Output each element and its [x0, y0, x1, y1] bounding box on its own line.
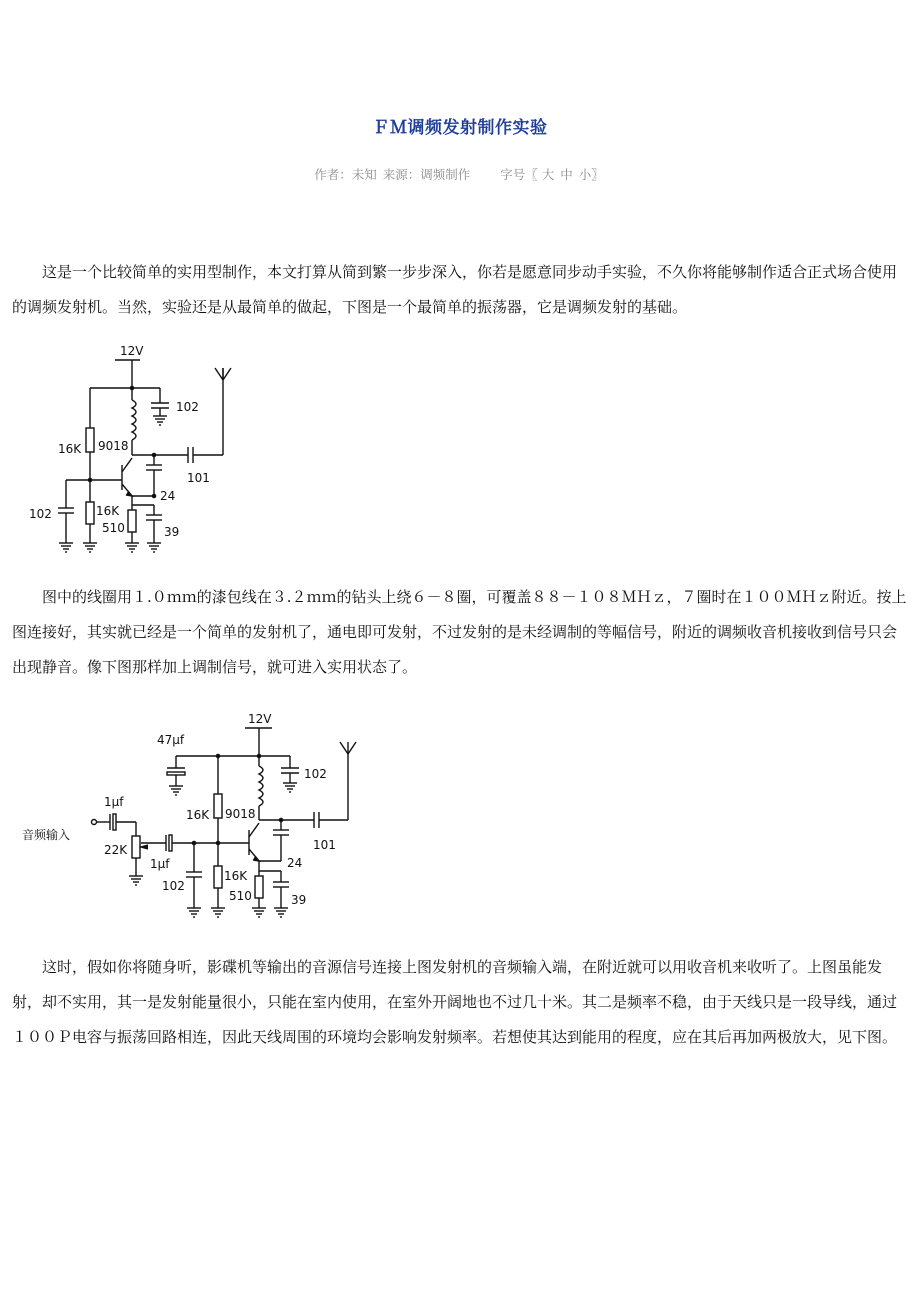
- r-bias-bottom-label: 16K: [96, 504, 120, 518]
- c-antenna-label: 101: [313, 838, 336, 852]
- paragraph-coil: 图中的线圈用１.０ｍｍ的漆包线在３.２ｍｍ的钻头上绕６－８圈，可覆盖８８－１０８ＭＨｚ，７圈时在１００ＭＨｚ附近。按上图连接好，其实就已经是一个简单的发射机了，通电即可发射，不过发射的是未经调制的等幅信号，附近的调频收音机接收到信号只会出现静音。像下图那样加上调制信号，就可进入实用状态了。: [12, 588, 907, 676]
- r-emitter-label: 510: [102, 521, 125, 535]
- r-bias-top-label: 16K: [58, 442, 82, 456]
- modulated-transmitter-circuit-diagram: [20, 708, 380, 930]
- pot-label: 22K: [104, 843, 128, 857]
- transistor-label: 9018: [98, 439, 129, 453]
- c-emitter-label: 39: [291, 893, 307, 907]
- source-label: 来源：调频制作: [382, 167, 471, 182]
- r-emitter-label: 510: [229, 889, 252, 903]
- article-meta: [0, 165, 920, 183]
- c-coupling-label: 1μf: [150, 857, 170, 871]
- c-antenna-label: 101: [187, 471, 210, 485]
- paragraph-intro: 这是一个比较简单的实用型制作，本文打算从简到繁一步步深入，你若是愿意同步动手实验，不久你将能够制作适合正式场合使用的调频发射机。当然，实验还是从最简单的做起，下图是一个最简单的振荡器，它是调频发射的基础。: [12, 263, 898, 316]
- article-title: ＦＭ调频发射制作实验: [372, 118, 548, 138]
- author-label: 作者：未知: [314, 167, 377, 182]
- paragraph-usage: 这时，假如你将随身听，影碟机等输出的音源信号连接上图发射机的音频输入端，在附近就可以用收音机来收听了。上图虽能发射，却不实用，其一是发射能量很小，只能在室内使用，在室外开阔地也不过几十米。其二是频率不稳，由于天线只是一段导线，通过１００Ｐ电容与振荡回路相连，因此天线周围的环境均会影响发射频率。若想使其达到能用的程度，应在其后再加两极放大，见下图。: [12, 958, 898, 1046]
- r-bias-bottom-label: 16K: [224, 869, 248, 883]
- font-size-label: 字号〖: [500, 167, 538, 182]
- r-bias-top-label: 16K: [186, 808, 210, 822]
- transistor-label: 9018: [225, 807, 256, 821]
- c-emitter-label: 39: [164, 525, 180, 539]
- font-size-large-link[interactable]: 大: [541, 167, 555, 182]
- c-base-label: 102: [29, 507, 52, 521]
- font-size-medium-link[interactable]: 中: [560, 167, 573, 182]
- c-feedback-label: 24: [287, 856, 303, 870]
- c-filter-label: 47μf: [157, 733, 185, 747]
- font-size-small-link[interactable]: 小〗: [578, 167, 604, 182]
- supply-label: 12V: [248, 712, 272, 726]
- c-decouple-label: 102: [176, 400, 199, 414]
- audio-input-label: 音频输入: [22, 828, 71, 842]
- c-decouple-label: 102: [304, 767, 327, 781]
- c-feedback-label: 24: [160, 489, 176, 503]
- c-base-label: 102: [162, 879, 185, 893]
- supply-label: 12V: [120, 344, 144, 358]
- oscillator-circuit-diagram: [20, 340, 240, 560]
- c-input-label: 1μf: [104, 795, 124, 809]
